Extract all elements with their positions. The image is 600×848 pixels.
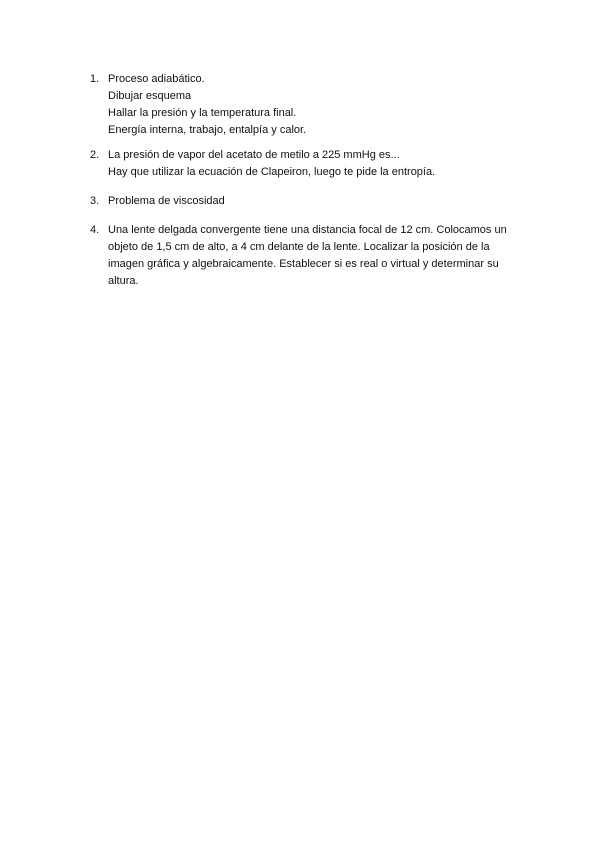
list-item-text — [108, 222, 530, 290]
list-item-1 — [90, 71, 530, 139]
list-item-3 — [90, 193, 530, 210]
item-2-line-1: La presión de vapor del acetato de metilo a 225 mmHg es... — [108, 149, 400, 161]
item-1-line-1: Proceso adiabático. — [108, 73, 205, 85]
list-item-text — [108, 71, 530, 139]
item-3-line-1: Problema de viscosidad — [108, 195, 225, 207]
list-item-text — [108, 147, 530, 181]
list-item-text — [108, 193, 530, 210]
list-number: 4. — [90, 224, 100, 236]
list-number: 2. — [90, 149, 100, 161]
list-number: 3. — [90, 195, 100, 207]
list-item-4 — [90, 222, 530, 290]
item-1-line-4: Energía interna, trabajo, entalpía y calor. — [108, 124, 307, 136]
item-2-line-2: Hay que utilizar la ecuación de Clapeiron, luego te pide la entropía. — [108, 166, 436, 178]
list-item-2 — [90, 147, 530, 181]
item-1-line-3: Hallar la presión y la temperatura final. — [108, 107, 297, 119]
list-number: 1. — [90, 73, 100, 85]
item-1-line-2: Dibujar esquema — [108, 90, 192, 102]
item-4-paragraph: Una lente delgada convergente tiene una distancia focal de 12 cm. Colocamos un objeto de 1,5 cm de alto, a 4 cm delante de la lente. Localizar la posición de la imagen gráfica y algebraicamente. Establecer si es real o virtual y determinar su altura. — [108, 224, 507, 287]
